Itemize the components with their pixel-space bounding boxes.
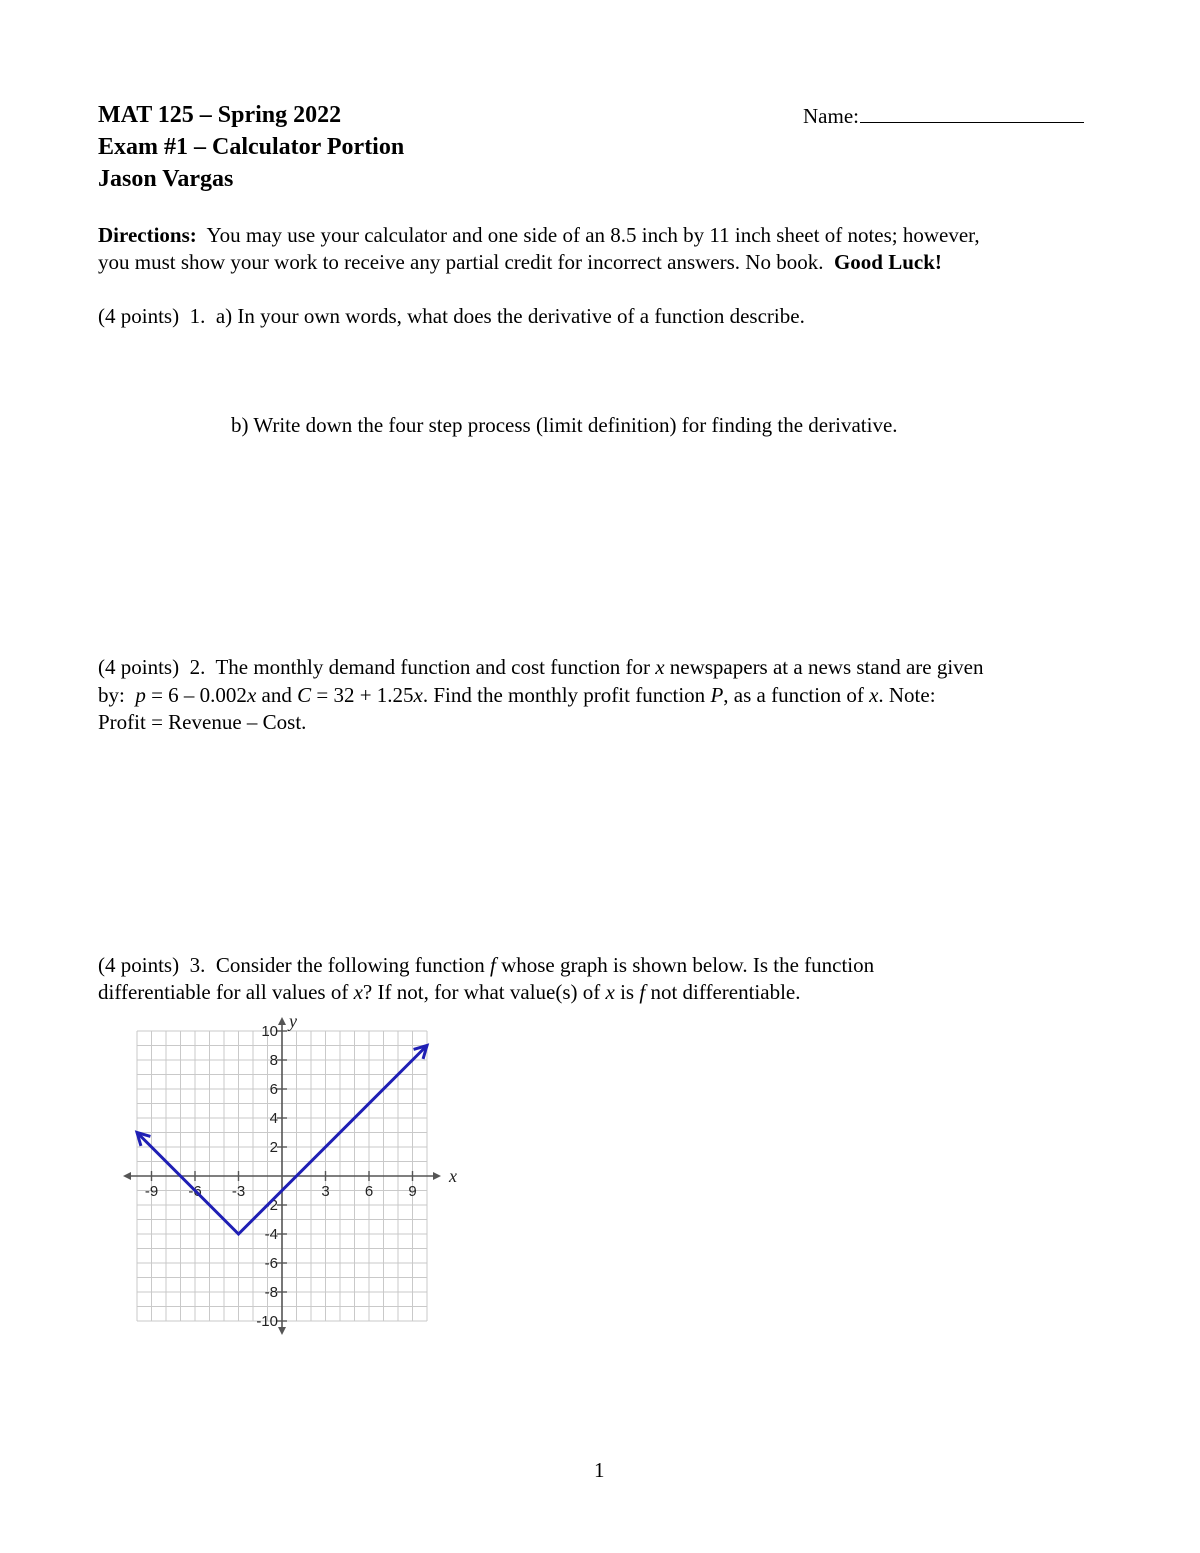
- course-title: MAT 125 – Spring 2022: [98, 102, 342, 128]
- question-2-line-1: (4 points) 2. The monthly demand function and cost function for x newspapers at a news stand are given: [98, 655, 984, 679]
- y-tick-label: 6: [269, 1081, 278, 1098]
- q2-points: (4 points): [98, 655, 180, 679]
- page-number: 1: [594, 1458, 605, 1482]
- function-graph: [115, 1010, 475, 1342]
- x-tick-label: 9: [408, 1183, 417, 1200]
- y-tick-label: -8: [264, 1284, 278, 1301]
- y-tick-label: -6: [264, 1255, 278, 1272]
- x-tick-label: -6: [188, 1183, 202, 1200]
- name-blank[interactable]: [860, 104, 1084, 123]
- question-1b: b) Write down the four step process (limit definition) for finding the derivative.: [231, 413, 898, 437]
- x-tick-label: -9: [144, 1183, 159, 1200]
- y-axis-arrow-down: [278, 1327, 286, 1335]
- name-label: Name:: [803, 104, 859, 128]
- y-tick-label: 10: [261, 1023, 278, 1040]
- question-2-line-3: Profit = Revenue – Cost.: [98, 710, 307, 734]
- instructor-name: Jason Vargas: [98, 166, 234, 192]
- y-tick-label: 8: [269, 1052, 278, 1069]
- y-tick-label: 4: [269, 1110, 278, 1127]
- q1-points: (4 points): [98, 304, 180, 328]
- question-1a: (4 points) 1. a) In your own words, what does the derivative of a function describe.: [98, 304, 805, 328]
- good-luck: Good Luck!: [833, 250, 942, 274]
- y-axis-label: y: [289, 1011, 297, 1031]
- y-axis-arrow-up: [278, 1017, 286, 1025]
- y-tick-label: -10: [256, 1313, 278, 1330]
- y-tick-label: 2: [269, 1139, 278, 1156]
- x-tick-label: 6: [364, 1183, 374, 1200]
- q3-points: (4 points): [98, 953, 180, 977]
- x-tick-label: 3: [321, 1183, 330, 1200]
- name-field[interactable]: [803, 104, 1084, 129]
- y-tick-label: -2: [264, 1197, 278, 1214]
- question-3-line-2: differentiable for all values of x? If not, for what value(s) of x is f not differentiable.: [98, 980, 801, 1004]
- x-axis-label: x: [449, 1166, 457, 1186]
- directions-line-1: Directions: You may use your calculator and one side of an 8.5 inch by 11 inch sheet of notes; however,: [98, 223, 980, 247]
- directions-label: Directions:: [98, 223, 197, 247]
- question-3-line-1: (4 points) 3. Consider the following function f whose graph is shown below. Is the function: [98, 953, 875, 977]
- x-axis-arrow-right: [433, 1172, 441, 1180]
- x-axis-arrow-left: [123, 1172, 131, 1180]
- directions-line-2: you must show your work to receive any partial credit for incorrect answers. No book. Good Luck!: [98, 250, 942, 274]
- question-2-line-2: by: p = 6 – 0.002x and C = 32 + 1.25x. Find the monthly profit function P, as a function of x. Note:: [98, 683, 936, 707]
- q1-number: 1.: [189, 304, 206, 328]
- y-tick-label: -4: [264, 1226, 278, 1243]
- exam-title: Exam #1 – Calculator Portion: [98, 134, 405, 160]
- x-tick-label: -3: [231, 1183, 246, 1200]
